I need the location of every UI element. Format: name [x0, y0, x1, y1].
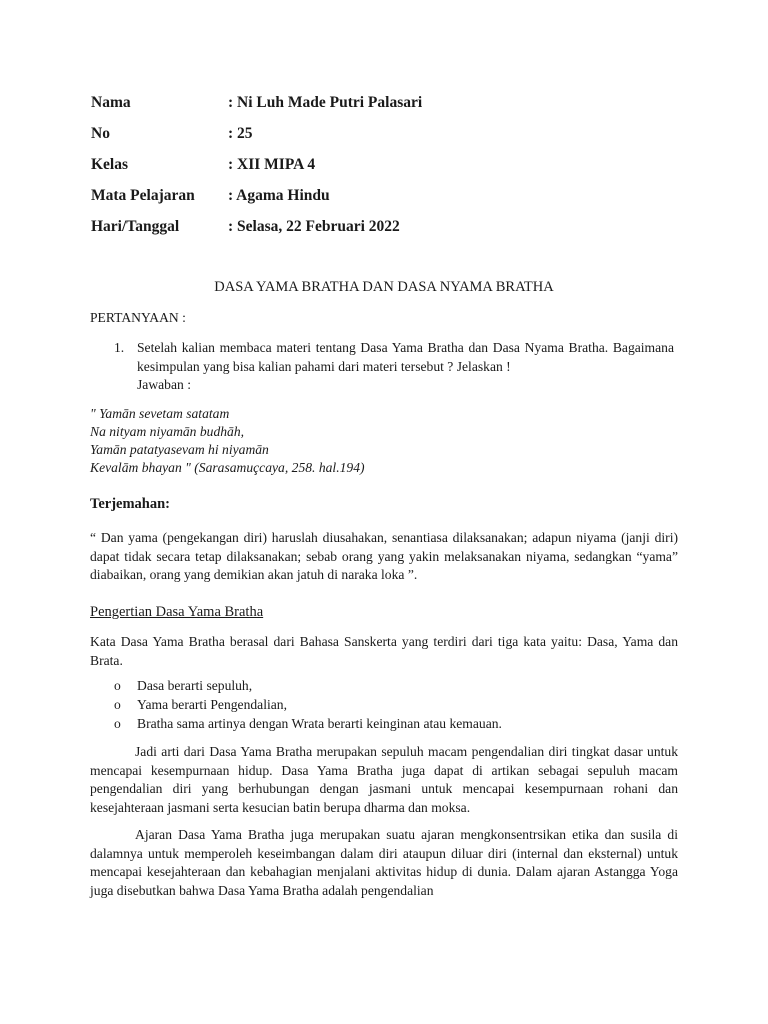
body-paragraph-1: Jadi arti dari Dasa Yama Bratha merupakan sepuluh macam pengendalian diri tingkat dasar untuk mencapai kesempurnaan hidup. Dasa Yama Bratha juga dapat di artikan sebagai sepuluh macam pengendalian diri yang berhubungan dengan jasmani untuk mencapai kesempurnaan rohani dan kesejahteraan jasmani serta kesucian batin berupa dharma dan moksa. [90, 744, 678, 815]
bullet-marker: o [114, 716, 121, 731]
terjemahan-text: “ Dan yama (pengekangan diri) haruslah diusahakan, senantiasa dilaksanakan; adapun niyama (janji diri) dapat tidak secara tetap dilaksanakan; sebab orang yang yakin melaksanakan niyama, sedangkan “yama” diabaikan, orang yang demikian akan jatuh di naraka loka ”. [90, 530, 678, 583]
answer-label: Jawaban : [137, 377, 191, 392]
section-heading: Pengertian Dasa Yama Bratha [90, 604, 264, 620]
terjemahan-label: Terjemahan: [90, 496, 171, 512]
sloka-verse [90, 405, 365, 477]
identity-value: : Selasa, 22 Februari 2022 [228, 218, 400, 235]
identity-label: No [91, 125, 110, 142]
identity-value: : XII MIPA 4 [228, 156, 316, 173]
bullet-text: Bratha sama artinya dengan Wrata berarti keinginan atau kemauan. [137, 716, 502, 731]
identity-value: : 25 [228, 125, 253, 142]
question-text: Setelah kalian membaca materi tentang Dasa Yama Bratha dan Dasa Nyama Bratha. Bagaimana kesimpulan yang bisa kalian pahami dari materi tersebut ? Jelaskan ! [137, 340, 674, 374]
identity-label: Kelas [91, 156, 129, 173]
verse-line: Yamān patatyasevam hi niyamān [90, 442, 269, 457]
identity-label: Mata Pelajaran [91, 187, 195, 204]
bullet-marker: o [114, 678, 121, 693]
identity-label: Hari/Tanggal [91, 218, 180, 235]
identity-value: : Agama Hindu [228, 187, 330, 204]
intro-paragraph: Kata Dasa Yama Bratha berasal dari Bahasa Sanskerta yang terdiri dari tiga kata yaitu: Dasa, Yama dan Brata. [90, 634, 678, 668]
verse-line: Na nityam niyamān budhāh, [90, 424, 245, 439]
verse-line: " Yamān sevetam satatam [90, 406, 230, 421]
pertanyaan-label: PERTANYAAN : [90, 310, 186, 325]
bullet-marker: o [114, 697, 121, 712]
document-title: DASA YAMA BRATHA DAN DASA NYAMA BRATHA [214, 279, 554, 295]
question-number: 1. [114, 340, 125, 355]
bullet-text: Dasa berarti sepuluh, [137, 678, 253, 693]
verse-line: Kevalām bhayan " (Sarasamuçcaya, 258. hal.194) [90, 460, 365, 475]
identity-value: : Ni Luh Made Putri Palasari [228, 94, 423, 111]
identity-label: Nama [91, 94, 131, 111]
bullet-text: Yama berarti Pengendalian, [137, 697, 287, 712]
body-paragraph-2: Ajaran Dasa Yama Bratha juga merupakan suatu ajaran mengkonsentrsikan etika dan susila di dalamnya untuk memperoleh keseimbangan dalam diri ataupun diluar diri (internal dan eksternal) untuk mencapai kesejahteraan dan kebahagian menjalani aktivitas hidup di dunia. Dalam ajaran Astangga Yoga juga disebutkan bahwa Dasa Yama Bratha adalah pengendalian [90, 827, 678, 898]
